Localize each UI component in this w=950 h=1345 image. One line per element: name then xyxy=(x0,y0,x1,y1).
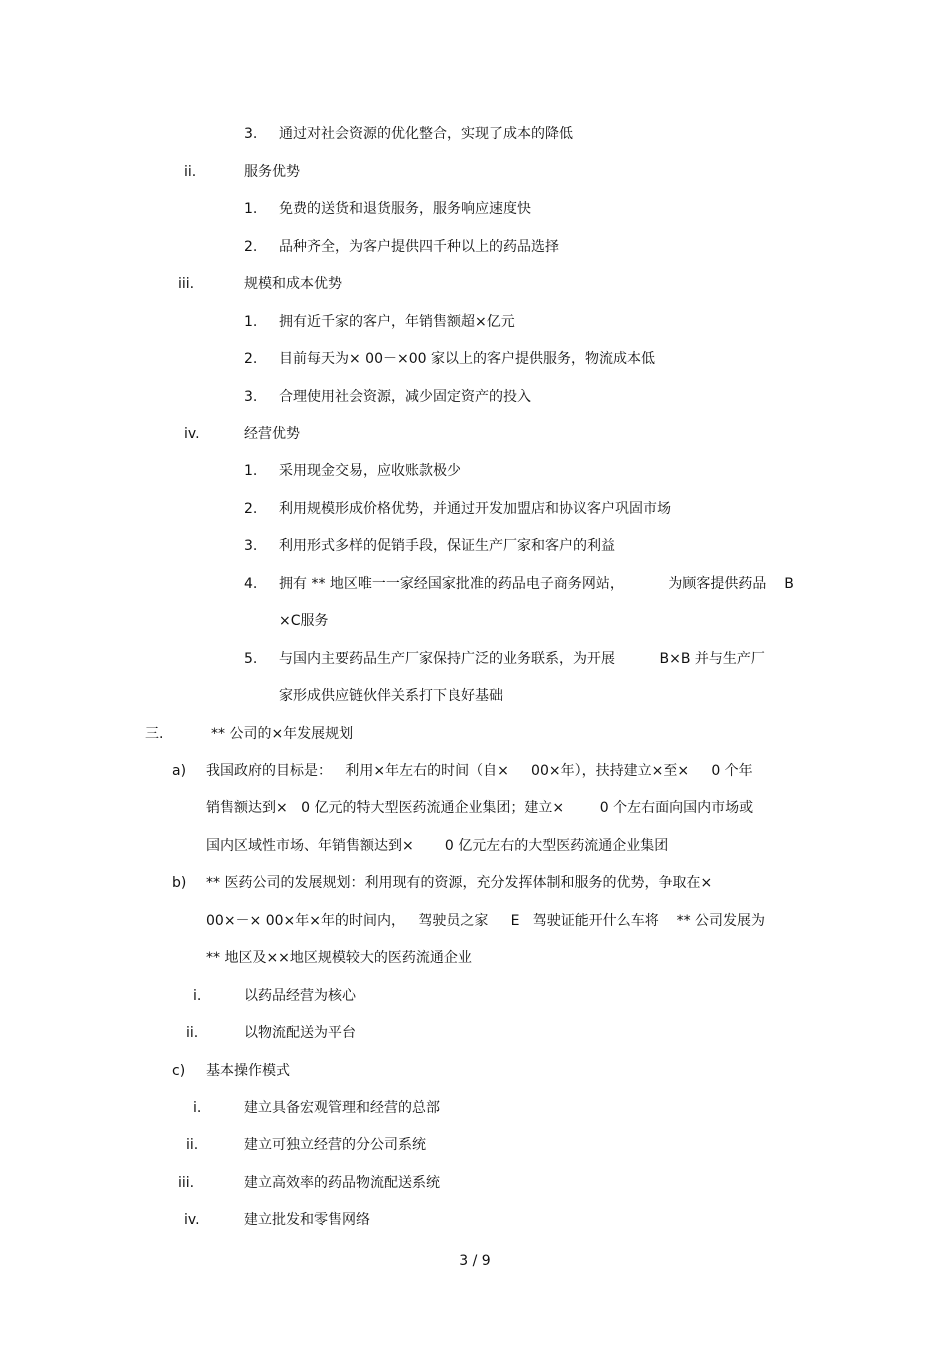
list-number: 4. xyxy=(244,576,258,592)
page-number: 3 / 9 xyxy=(459,1253,491,1269)
list-item-text: 合理使用社会资源，减少固定资产的投入 xyxy=(279,389,531,405)
list-number: iii. xyxy=(178,276,195,292)
list-item-text: 以药品经营为核心 xyxy=(244,988,356,1004)
list-item-continuation: 家形成供应链伙伴关系打下良好基础 xyxy=(279,688,503,704)
list-number: 1. xyxy=(244,314,258,330)
list-number: c) xyxy=(172,1063,186,1079)
list-number: i. xyxy=(193,1100,202,1116)
list-item-continuation: ×C服务 xyxy=(279,613,329,629)
list-number: 三. xyxy=(145,726,164,742)
list-number: 1. xyxy=(244,463,258,479)
section-heading: 经营优势 xyxy=(244,426,300,442)
list-number: 2. xyxy=(244,351,258,367)
list-number: 5. xyxy=(244,651,258,667)
list-item-text: 建立高效率的药品物流配送系统 xyxy=(244,1175,440,1191)
list-number: 3. xyxy=(244,538,258,554)
paragraph-continuation: 国内区域性市场、年销售额达到× 0 亿元左右的大型医药流通企业集团 xyxy=(206,838,669,854)
list-number: 2. xyxy=(244,501,258,517)
list-number: b) xyxy=(172,875,187,891)
paragraph-text: ** 医药公司的发展规划：利用现有的资源，充分发挥体制和服务的优势，争取在× xyxy=(206,875,713,891)
list-item-text: 利用规模形成价格优势，并通过开发加盟店和协议客户巩固市场 xyxy=(279,501,671,517)
section-heading: 基本操作模式 xyxy=(206,1063,290,1079)
paragraph-text: 我国政府的目标是： 利用×年左右的时间（自× 00×年），扶持建立×至× 0 个年 xyxy=(206,763,753,779)
paragraph-continuation: 销售额达到× 0 亿元的特大型医药流通企业集团；建立× 0 个左右面向国内市场或 xyxy=(206,800,754,816)
list-item-text: 与国内主要药品生产厂家保持广泛的业务联系，为开展 B×B 并与生产厂 xyxy=(279,651,765,667)
paragraph-continuation: ** 地区及××地区规模较大的医药流通企业 xyxy=(206,950,472,966)
list-item-text: 建立可独立经营的分公司系统 xyxy=(244,1137,426,1153)
list-number: i. xyxy=(193,988,202,1004)
list-item-text: 免费的送货和退货服务，服务响应速度快 xyxy=(279,201,531,217)
section-heading: 规模和成本优势 xyxy=(244,276,342,292)
list-item-text: 拥有 ** 地区唯一一家经国家批准的药品电子商务网站， 为顾客提供药品 B xyxy=(279,576,794,592)
list-item-text: 以物流配送为平台 xyxy=(244,1025,356,1041)
section-heading: ** 公司的×年发展规划 xyxy=(211,726,354,742)
section-heading: 服务优势 xyxy=(244,164,300,180)
list-number: iii. xyxy=(178,1175,195,1191)
list-item-text: 拥有近千家的客户，年销售额超×亿元 xyxy=(279,314,515,330)
list-number: 1. xyxy=(244,201,258,217)
list-number: 3. xyxy=(244,126,258,142)
list-number: ii. xyxy=(184,164,197,180)
list-number: ii. xyxy=(186,1137,199,1153)
list-number: ii. xyxy=(186,1025,199,1041)
list-number: a) xyxy=(172,763,187,779)
list-item-text: 目前每天为× 00－×00 家以上的客户提供服务，物流成本低 xyxy=(279,351,655,367)
list-number: 2. xyxy=(244,239,258,255)
list-item-text: 建立批发和零售网络 xyxy=(244,1212,370,1228)
list-item-text: 采用现金交易，应收账款极少 xyxy=(279,463,461,479)
list-item-text: 利用形式多样的促销手段，保证生产厂家和客户的利益 xyxy=(279,538,615,554)
list-item-text: 通过对社会资源的优化整合，实现了成本的降低 xyxy=(279,126,573,142)
list-number: iv. xyxy=(184,1212,200,1228)
paragraph-continuation: 00×－× 00×年×年的时间内， 驾驶员之家 E 驾驶证能开什么车将 ** 公司发展为 xyxy=(206,913,766,929)
list-item-text: 品种齐全，为客户提供四千种以上的药品选择 xyxy=(279,239,559,255)
list-number: 3. xyxy=(244,389,258,405)
list-number: iv. xyxy=(184,426,200,442)
list-item-text: 建立具备宏观管理和经营的总部 xyxy=(244,1100,440,1116)
